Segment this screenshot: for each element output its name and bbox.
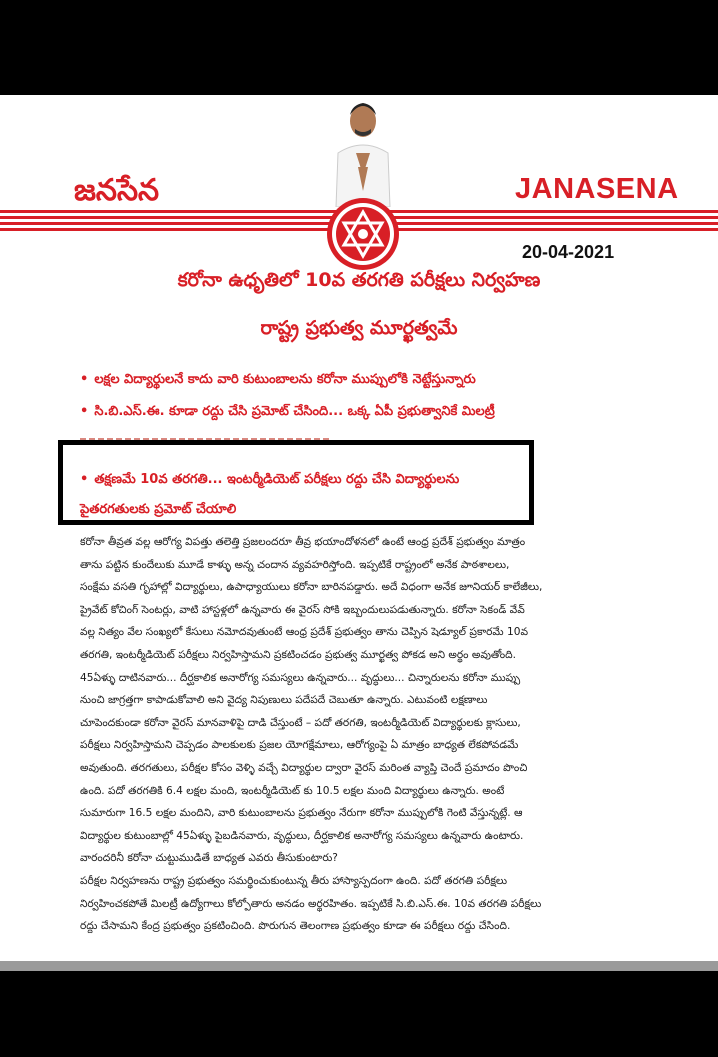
bullet-dot: • <box>80 472 89 487</box>
body-line: రద్దు చేసామని కేంద్ర ప్రభుత్వం ప్రకటించింది. పొరుగున తెలంగాణ ప్రభుత్వం కూడా ఈ పరీక్షలు రద్దు చేసింది. <box>80 920 511 933</box>
body-line: తాను పట్టిన కుందేలుకు మూడే కాళ్ళు అన్న చందాన వ్యవహరిస్తోంది. ఇప్పటికే రాష్ట్రంలో అనేక పాఠశాలలు, <box>80 558 510 571</box>
release-date: 20-04-2021 <box>522 242 615 262</box>
bullet-item <box>80 372 476 390</box>
body-line: 45ఏళ్ళు దాటినవారు... దీర్ఘకాలిక అనారోగ్య సమస్యలు ఉన్నవారు... వృద్ధులు... చిన్నారులను కరోనా ముప్పు <box>80 671 521 684</box>
body-line: కరోనా తీవ్రత వల్ల ఆరోగ్య విపత్తు తలెత్తి ప్రజలందరూ తీవ్ర భయాందోళనలో ఉంటే ఆంధ్ర ప్రదేశ్ ప్రభుత్వం మాత్రం <box>80 536 526 548</box>
body-line: విద్యార్థుల కుటుంబాల్లో 45ఏళ్ళు పైబడినవారు, వృద్ధులు, దీర్ఘకాలిక అనారోగ్య సమస్యలు ఉన్నవారు ఉంటారు. <box>80 829 524 842</box>
body-text <box>80 531 618 938</box>
logo-telugu: జనసేన <box>74 173 160 208</box>
leader-portrait <box>328 95 398 207</box>
body-line: సంక్షేమ వసతి గృహాల్లో విద్యార్థులు, ఉపాధ్యాయులు కరోనా బారినపడ్డారు. అదే విధంగా అనేక జూనియర్ కాలేజీలు, <box>80 581 543 594</box>
janasena-emblem <box>326 197 400 271</box>
bullet-text: లక్షల విద్యార్థులనే కాదు వారి కుటుంబాలను కరోనా ముప్పులోకి నెట్టేస్తున్నారు <box>94 372 476 387</box>
logo-english: JANASENA <box>515 173 679 205</box>
bottom-gray-strip <box>0 961 718 971</box>
body-line: నిర్వహించకపోతే మిలట్రీ ఉద్యోగాలు కోల్పోతారు అనడం అర్థరహితం. ఇప్పటికే సి.బి.ఎస్.ఈ. 10వ తరగతి పరీక్షలు <box>80 897 542 910</box>
bullet-dot: • <box>80 404 89 419</box>
bullet-text: సి.బి.ఎస్.ఈ. కూడా రద్దు చేసి ప్రమోట్ చేసింది... ఒక్క ఏపీ ప్రభుత్వానికే మిలట్రీ <box>94 404 495 419</box>
bullet-item <box>80 404 495 422</box>
body-line: నుంచి జాగ్రత్తగా కాపాడుకోవాలి అని వైద్య నిపుణులు పదేపదే చెబుతూ ఉన్నారు. ఎటువంటి లక్షణాలు <box>80 694 488 707</box>
body-line: ఉంది. పదో తరగతికి 6.4 లక్షల మంది, ఇంటర్మీడియెట్ కు 10.5 లక్షల మంది విద్యార్థులు ఉన్నారు. అంటే <box>80 784 505 797</box>
highlight-line-1 <box>80 472 459 490</box>
body-line: పరీక్షల నిర్వహణను రాష్ట్ర ప్రభుత్వం సమర్థించుకుంటున్న తీరు హాస్యాస్పదంగా ఉంది. పదో తరగతి పరీక్షలు <box>80 874 508 887</box>
bullet-dot: • <box>80 372 89 387</box>
body-line: సుమారుగా 16.5 లక్షల మందిని, వారి కుటుంబాలను ప్రభుత్వం నేరుగా కరోనా ముప్పులోకి గెంటి వేస్తున్నట్లే. ఆ <box>80 807 523 820</box>
body-line: వల్ల నిత్యం వేల సంఖ్యలో కేసులు నమోదవుతుంటే ఆంధ్ర ప్రదేశ్ ప్రభుత్వం తాను చెప్పిన షెడ్యూల్ ప్రకారమే 10వ <box>80 626 529 639</box>
headline-line-1: కరోనా ఉధృతిలో 10వ తరగతి పరీక్షలు నిర్వహణ <box>177 269 541 291</box>
body-line: చూపెందకుండా కరోనా వైరస్ మానవాళిపై దాడి చేస్తుంటే – పదో తరగతి, ఇంటర్మీడియెట్ విద్యార్థులకు క్లాసులు, <box>80 716 521 729</box>
headline-line-2: రాష్ట్ర ప్రభుత్వ మూర్ఖత్వమే <box>260 317 458 339</box>
body-line: అవుతుంది. తరగతులు, పరీక్షల కోసం వెళ్ళి వచ్చే విద్యార్థుల ద్వారా వైరస్ మరింత వ్యాప్తి చెందే ప్రమాదం పొంచి <box>80 761 528 774</box>
highlight-text-1: తక్షణమే 10వ తరగతి... ఇంటర్మీడియెట్ పరీక్షలు రద్దు చేసి విద్యార్థులను <box>94 472 460 487</box>
body-line: ప్రైవేట్ కోచింగ్ సెంటర్లు, వాటి హాస్టళ్లలో ఉన్నవారు ఈ వైరస్ సోకి ఇబ్బందులుపడుతున్నారు. కరోనా సెకండ్ వేవ్ <box>80 603 525 616</box>
press-release-page <box>0 95 718 963</box>
highlight-line-2: పైతరగతులకు ప్రమోట్ చేయాలి <box>80 502 237 517</box>
body-line: వారందరినీ కరోనా చుట్టుముడితే బాధ్యత ఎవరు తీసుకుంటారు? <box>80 852 338 865</box>
body-line: తరగతి, ఇంటర్మీడియెట్ పరీక్షలు నిర్వహిస్తామని ప్రకటించడం ప్రభుత్వ మూర్ఖత్వ పోకడ అని అర్థం అవుతోంది. <box>80 648 516 661</box>
body-line: పరీక్షలు నిర్వహిస్తామని చెప్పడం పాలకులకు ప్రజల యోగక్షేమాలు, ఆరోగ్యంపై ఏ మాత్రం బాధ్యత లేకపోవడమే <box>80 739 519 752</box>
